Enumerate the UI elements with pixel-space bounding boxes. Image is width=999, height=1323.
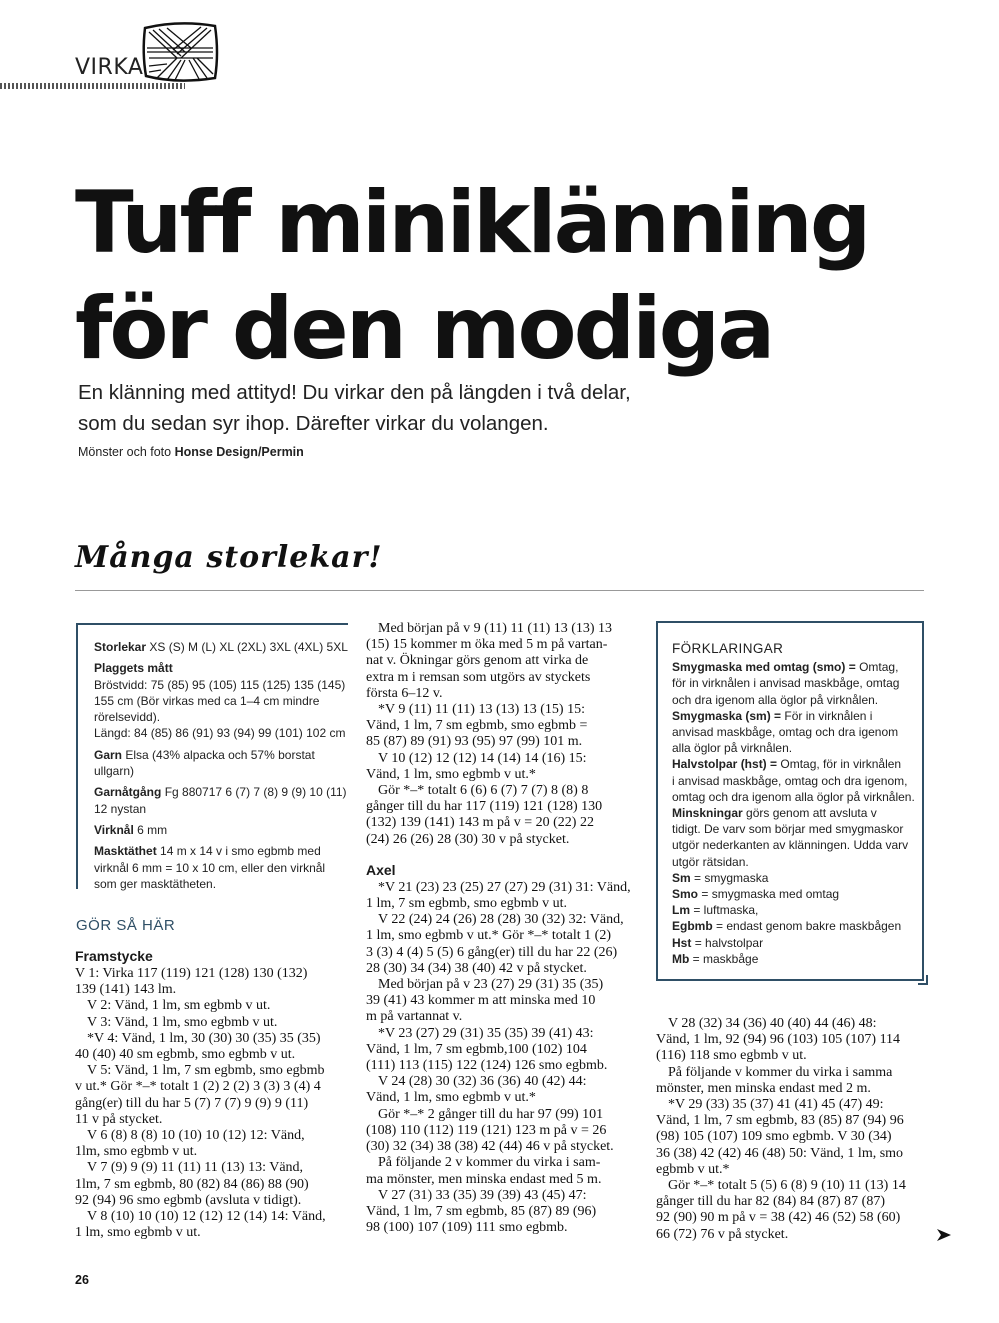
glossary-heading: FÖRKLARINGAR bbox=[672, 641, 784, 656]
glossary-term: Minskningar bbox=[672, 806, 743, 821]
glossary-definition: = luftmaska, bbox=[693, 903, 759, 918]
text-line: (30) 32 (34) 38 (38) 42 (44) 46 v på stycket. bbox=[366, 1139, 614, 1155]
yarn-value-1: Elsa (43% alpacka och 57% borstat bbox=[125, 747, 315, 762]
column-2 bbox=[366, 621, 636, 1236]
text-line: egbmb v ut.* bbox=[656, 1161, 730, 1177]
glossary-definition: För in virknålen i bbox=[784, 708, 873, 723]
sizes-row bbox=[94, 639, 352, 655]
gauge-value-2: virknål 6 mm = 10 x 10 cm, eller den virknål bbox=[94, 860, 326, 875]
shoulder-heading: Axel bbox=[366, 861, 396, 878]
glossary-item bbox=[672, 918, 918, 934]
pattern-info-box bbox=[76, 623, 348, 889]
text-line: V 2: Vänd, 1 lm, sm egbmb v ut. bbox=[87, 998, 271, 1014]
glossary-definition: utgör rätsidan. bbox=[672, 854, 749, 869]
text-line: 98 (100) 107 (109) 111 smo egbmb. bbox=[366, 1220, 568, 1236]
text-line: Vänd, 1 lm, 7 sm egbmb, 83 (85) 87 (94) 96 bbox=[656, 1113, 904, 1129]
glossary-term: Smo bbox=[672, 887, 699, 902]
text-line: gånger till du har 82 (84) 84 (87) 87 (87) bbox=[656, 1194, 885, 1210]
text-line: Gör *–* totalt 5 (5) 6 (8) 9 (10) 11 (13) 14 bbox=[668, 1178, 906, 1194]
text-line: Vänd, 1 lm, 92 (94) 96 (103) 105 (107) 114 bbox=[656, 1032, 901, 1048]
glossary-definition: för in virknålen i anvisad maskbåge, omtag bbox=[672, 676, 900, 691]
glossary-definition: alla öglor på virknålen. bbox=[672, 741, 793, 756]
text-line: (116) 118 smo egbmb v ut. bbox=[656, 1048, 807, 1064]
text-line: 85 (87) 89 (91) 93 (95) 97 (99) 101 m. bbox=[366, 734, 583, 750]
title-line-1: Tuff miniklänning bbox=[75, 173, 869, 273]
glossary-item bbox=[672, 805, 918, 870]
credit-name: Honse Design/Permin bbox=[174, 445, 304, 459]
text-line: Vänd, 1 lm, 7 sm egbmb,100 (102) 104 bbox=[366, 1041, 587, 1057]
text-line: Gör *–* 2 gånger till du har 97 (99) 101 bbox=[378, 1106, 604, 1122]
glossary-term: Mb bbox=[672, 951, 690, 966]
text-line: Med början på v 23 (27) 29 (31) 35 (35) bbox=[378, 977, 604, 993]
front-piece-text bbox=[75, 966, 350, 1241]
shoulder-text bbox=[366, 880, 636, 1236]
text-line: nat v. Ökningar görs genom att virka de bbox=[366, 653, 589, 669]
text-line: V 27 (31) 33 (35) 39 (39) 43 (45) 47: bbox=[378, 1187, 587, 1203]
text-line: mönster, men minska endast med 2 m. bbox=[656, 1080, 871, 1096]
front-piece-continued-text bbox=[366, 621, 636, 848]
text-line: (24) 26 (26) 28 (30) 30 v på stycket. bbox=[366, 831, 570, 847]
text-line: (111) 113 (115) 122 (124) 126 smo egbmb. bbox=[366, 1058, 608, 1074]
length-line: Längd: 84 (85) 86 (91) 93 (94) 99 (101) 102 cm bbox=[94, 726, 346, 741]
yarn-use-value-2: 12 nystan bbox=[94, 801, 147, 816]
text-line: 139 (141) 143 lm. bbox=[75, 982, 177, 998]
yarn-label: Garn bbox=[94, 747, 123, 762]
arrow-right-icon bbox=[936, 1228, 952, 1242]
glossary-definition: = maskbåge bbox=[692, 951, 759, 966]
text-line: 1lm, 7 sm egbmb, 80 (82) 84 (86) 88 (90) bbox=[75, 1176, 309, 1192]
text-line: m på vartannat v. bbox=[366, 1009, 463, 1025]
measures-label: Plaggets mått bbox=[94, 661, 173, 676]
glossary-box bbox=[656, 621, 924, 981]
credit-label: Mönster och foto bbox=[78, 445, 172, 459]
text-line: V 1: Virka 117 (119) 121 (128) 130 (132) bbox=[75, 966, 308, 981]
text-line: På följande v kommer du virka i samma bbox=[668, 1064, 893, 1080]
glossary-definition: görs genom att avsluta v bbox=[746, 806, 877, 821]
text-line: V 5: Vänd, 1 lm, 7 sm egbmb, smo egbmb bbox=[87, 1063, 325, 1079]
text-line: (15) 15 kommer m öka med 5 m på vartan- bbox=[366, 637, 608, 653]
glossary-definition: Omtag, bbox=[859, 660, 899, 675]
chest-line-2: 155 cm (Bör virkas med ca 1–4 cm mindre bbox=[94, 693, 320, 708]
text-line: V 8 (10) 10 (10) 12 (12) 12 (14) 14: Vänd, bbox=[87, 1209, 326, 1225]
text-line: V 28 (32) 34 (36) 40 (40) 44 (46) 48: bbox=[668, 1016, 877, 1031]
text-line: gånger till du har 117 (119) 121 (128) 130 bbox=[366, 799, 603, 815]
yarn-use-label: Garnåtgång bbox=[94, 785, 162, 800]
section-rule bbox=[75, 590, 924, 591]
text-line: *V 29 (33) 35 (37) 41 (41) 45 (47) 49: bbox=[668, 1097, 884, 1113]
measures-block bbox=[94, 660, 352, 741]
glossary-item bbox=[672, 756, 918, 805]
text-line: v ut.* Gör *–* totalt 1 (2) 2 (2) 3 (3) 3 (4) 4 bbox=[75, 1079, 321, 1095]
text-line: 1lm, smo egbmb v ut. bbox=[75, 1144, 198, 1160]
glossary-term: Lm bbox=[672, 903, 690, 918]
text-line: *V 9 (11) 11 (11) 13 (13) 13 (15) 15: bbox=[378, 702, 585, 718]
gauge-row bbox=[94, 843, 352, 892]
text-line: 3 (3) 4 (4) 5 (5) 6 gång(er) till du har 22 (26) bbox=[366, 944, 618, 960]
glossary-definition: = halvstolpar bbox=[694, 935, 764, 950]
text-line: 92 (90) 90 m på v = 38 (42) 46 (52) 58 (60) bbox=[656, 1210, 901, 1226]
text-line: 40 (40) 40 sm egbmb, smo egbmb v ut. bbox=[75, 1047, 296, 1063]
glossary-item bbox=[672, 870, 918, 886]
text-line: *V 23 (27) 29 (31) 35 (35) 39 (41) 43: bbox=[378, 1025, 594, 1041]
glossary-term: Hst bbox=[672, 935, 692, 950]
yarn-value-2: ullgarn) bbox=[94, 764, 135, 779]
text-line: (108) 110 (112) 119 (121) 123 m på v = 26 bbox=[366, 1122, 607, 1138]
glossary-definition: anvisad maskbåge, omtag och dra igenom bbox=[672, 725, 899, 740]
credit-line bbox=[78, 445, 304, 459]
glossary-definition: och dra igenom alla öglor på virknålen. bbox=[672, 692, 879, 707]
glossary-definition: omtag och dra igenom alla öglor på virknålen. bbox=[672, 789, 915, 804]
page-title bbox=[75, 170, 975, 382]
text-line: Vänd, 1 lm, smo egbmb v ut.* bbox=[366, 766, 536, 782]
glossary-term: Egbmb bbox=[672, 919, 713, 934]
text-line: 39 (41) 43 kommer m att minska med 10 bbox=[366, 993, 596, 1009]
text-line: (98) 105 (107) 109 smo egbmb. V 30 (34) bbox=[656, 1129, 892, 1145]
column-1 bbox=[75, 948, 350, 1241]
box-corner-accent bbox=[918, 975, 928, 985]
glossary-definition: tidigt. De varv som börjar med smygmaskor bbox=[672, 822, 904, 837]
page-number: 26 bbox=[75, 1273, 89, 1287]
text-line: 66 (72) 76 v på stycket. bbox=[656, 1226, 789, 1242]
front-piece-heading: Framstycke bbox=[75, 948, 153, 964]
text-line: 1 lm, 7 sm egbmb, smo egbmb v ut. bbox=[366, 896, 568, 912]
column-3 bbox=[656, 1016, 926, 1243]
lead-paragraph bbox=[78, 377, 778, 439]
glossary-term: Smygmaska (sm) = bbox=[672, 708, 782, 723]
text-line: 1 lm, smo egbmb v ut. bbox=[75, 1225, 201, 1241]
glossary-definition: i anvisad maskbåge, omtag och dra igenom, bbox=[672, 773, 908, 788]
text-line: 11 v på stycket. bbox=[75, 1111, 163, 1127]
sizes-label: Storlekar bbox=[94, 640, 147, 654]
lead-line-1: En klänning med attityd! Du virkar den på längden i två delar, bbox=[78, 381, 631, 404]
glossary-item bbox=[672, 708, 918, 757]
glossary-item bbox=[672, 659, 918, 708]
text-line: första 6–12 v. bbox=[366, 685, 443, 701]
text-line: Med början på v 9 (11) 11 (11) 13 (13) 13 bbox=[378, 621, 613, 636]
glossary-definition: = smygmaska bbox=[694, 870, 769, 885]
sizes-value: XS (S) M (L) XL (2XL) 3XL (4XL) 5XL bbox=[149, 640, 348, 654]
glossary-definition: = smygmaska med omtag bbox=[701, 887, 840, 902]
chest-line-3: rörelsevidd). bbox=[94, 710, 161, 725]
text-line: V 22 (24) 24 (26) 28 (28) 30 (32) 32: Vänd, bbox=[378, 912, 624, 928]
shoulder-continued-text bbox=[656, 1016, 926, 1243]
text-line: Vänd, 1 lm, smo egbmb v ut.* bbox=[366, 1090, 536, 1106]
text-line: 36 (38) 42 (42) 46 (48) 50: Vänd, 1 lm, smo bbox=[656, 1145, 904, 1161]
text-line: V 3: Vänd, 1 lm, smo egbmb v ut. bbox=[87, 1014, 278, 1030]
how-to-heading: GÖR SÅ HÄR bbox=[76, 917, 176, 934]
script-heading: Många storlekar! bbox=[75, 540, 383, 575]
text-line: Vänd, 1 lm, 7 sm egbmb, smo egbmb = bbox=[366, 718, 588, 734]
glossary-definition: Omtag, för in virknålen bbox=[780, 757, 902, 772]
yarn-use-row bbox=[94, 784, 352, 817]
glossary-item bbox=[672, 886, 918, 902]
glossary-item bbox=[672, 935, 918, 951]
text-line: (132) 139 (141) 143 m på v = 20 (22) 22 bbox=[366, 815, 594, 831]
glossary-term: Halvstolpar (hst) = bbox=[672, 757, 778, 772]
text-line: V 6 (8) 8 (8) 10 (10) 10 (12) 12: Vänd, bbox=[87, 1128, 305, 1144]
yarn-use-value-1: Fg 880717 6 (7) 7 (8) 9 (9) 10 (11) bbox=[164, 785, 347, 800]
gauge-value-1: 14 m x 14 v i smo egbmb med bbox=[160, 844, 321, 859]
text-line: 28 (30) 34 (34) 38 (40) 42 v på stycket. bbox=[366, 960, 587, 976]
glossary-definition: = endast genom bakre maskbågen bbox=[716, 919, 902, 934]
text-line: V 10 (12) 12 (12) 14 (14) 14 (16) 15: bbox=[378, 750, 587, 766]
text-line: V 24 (28) 30 (32) 36 (36) 40 (42) 44: bbox=[378, 1074, 587, 1090]
text-line: *V 4: Vänd, 1 lm, 30 (30) 30 (35) 35 (35) bbox=[87, 1030, 321, 1046]
glossary-item bbox=[672, 902, 918, 918]
hook-label: Virknål bbox=[94, 822, 134, 837]
yarn-ball-icon bbox=[137, 18, 223, 88]
text-line: 1 lm, smo egbmb v ut.* Gör *–* totalt 1 (2) bbox=[366, 928, 611, 944]
text-line: På följande 2 v kommer du virka i sam- bbox=[378, 1155, 601, 1171]
text-line: *V 21 (23) 23 (25) 27 (27) 29 (31) 31: Vänd, bbox=[378, 879, 631, 895]
text-line: Gör *–* totalt 6 (6) 6 (7) 7 (7) 8 (8) 8 bbox=[378, 783, 589, 799]
text-line: 92 (94) 96 smo egbmb (avsluta v tidigt). bbox=[75, 1192, 302, 1208]
title-line-2: för den modiga bbox=[75, 279, 773, 379]
gauge-label: Masktäthet bbox=[94, 844, 157, 859]
glossary-term: Sm bbox=[672, 870, 691, 885]
glossary-item bbox=[672, 951, 918, 967]
text-line: V 7 (9) 9 (9) 11 (11) 11 (13) 13: Vänd, bbox=[87, 1160, 304, 1176]
chest-line-1: Bröstvidd: 75 (85) 95 (105) 115 (125) 135 (145) bbox=[94, 677, 346, 692]
text-line: Vänd, 1 lm, 7 sm egbmb, 85 (87) 89 (96) bbox=[366, 1203, 597, 1219]
hook-row bbox=[94, 822, 352, 838]
text-line: extra m i remsan som utgörs av styckets bbox=[366, 669, 591, 685]
lead-line-2: som du sedan syr ihop. Därefter virkar du volangen. bbox=[78, 412, 549, 435]
glossary-definition: utgör nederkanten av klänningen. Udda varv bbox=[672, 838, 909, 853]
hook-value: 6 mm bbox=[137, 822, 168, 837]
yarn-row bbox=[94, 747, 352, 780]
glossary-term: Smygmaska med omtag (smo) = bbox=[672, 660, 856, 675]
gauge-value-3: som ger masktätheten. bbox=[94, 876, 217, 891]
text-line: ma mönster, men minska endast med 5 m. bbox=[366, 1171, 602, 1187]
text-line: gång(er) till du har 5 (7) 7 (7) 9 (9) 9 (11) bbox=[75, 1095, 309, 1111]
section-label: VIRKA bbox=[75, 55, 144, 80]
